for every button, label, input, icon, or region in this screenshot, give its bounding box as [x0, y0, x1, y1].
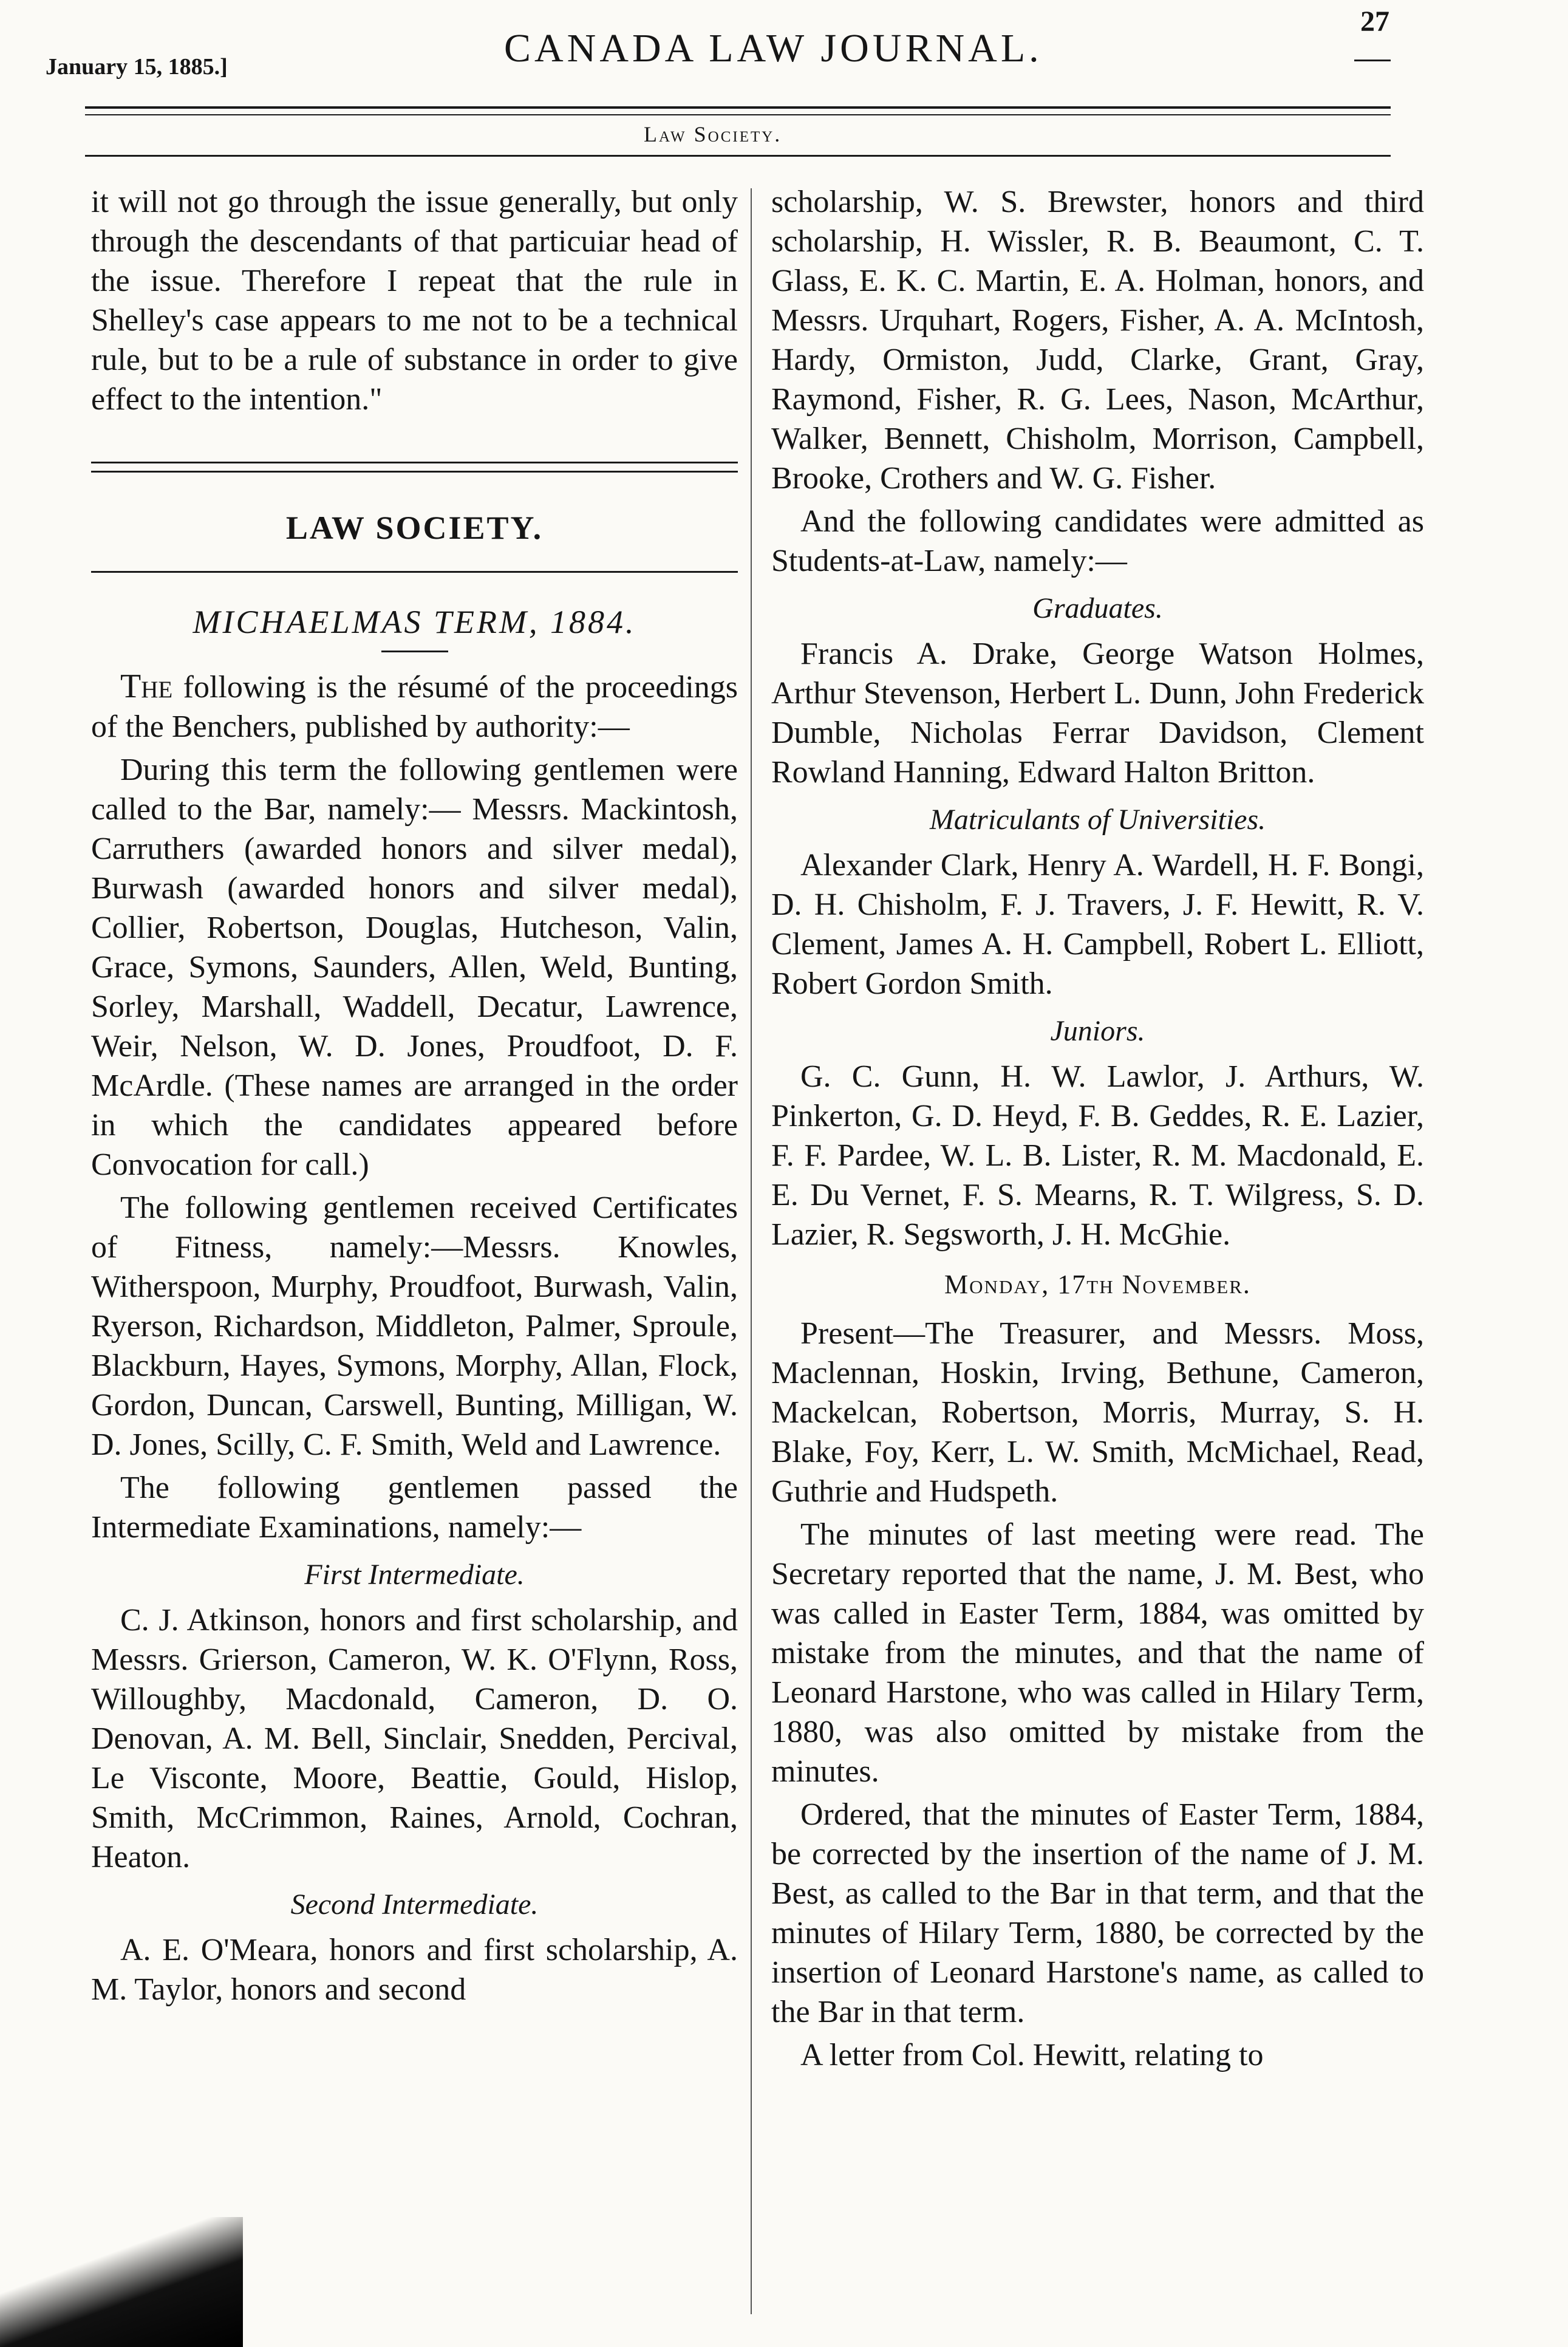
- fitness-paragraph: The following gentlemen received Certificates of Fitness, namely:—Messrs. Knowles, Witherspoon, Murphy, Proudfoot, Burwash, Valin, Ryerson, Richardson, Middleton, Palmer, Sproule, Blackburn, Hayes, Symons, Morphy, Allan, Flock, Gordon, Duncan, Carswell, Bunting, Milligan, W. D. Jones, Scilly, C. F. Smith, Weld and Lawrence.: [91, 1191, 738, 1462]
- column-divider: [751, 188, 752, 2314]
- second-intermediate-list: A. E. O'Meara, honors and first scholarship, A. M. Taylor, honors and second: [91, 1933, 738, 2007]
- header-rule-top: [85, 106, 1391, 109]
- section-running-head: Law Society.: [644, 122, 782, 146]
- term-heading: MICHAELMAS TERM, 1884.: [193, 604, 636, 640]
- header-rule-mid: [85, 114, 1391, 115]
- section-rule: [85, 155, 1391, 157]
- double-rule: [91, 462, 738, 473]
- graduates-list: Francis A. Drake, George Watson Holmes, Arthur Stevenson, Herbert L. Dunn, John Frederick Dumble, Nicholas Ferrar Davidson, Clement Rowland Hanning, Edward Halton Britton.: [771, 637, 1424, 790]
- intermediate-paragraph: The following gentlemen passed the Intermediate Examinations, namely:—: [91, 1471, 738, 1545]
- intro-paragraph: [91, 667, 738, 746]
- binding-shadow: [0, 2217, 243, 2347]
- called-paragraph: During this term the following gentlemen were called to the Bar, namely:— Messrs. Mackintosh, Carruthers (awarded honors and silver medal), Burwash (awarded honors and silver medal), Collier, Robertson, Douglas, Hutcheson, Valin, Grace, Symons, Saunders, Allen, Weld, Bunting, Sorley, Marshall, Waddell, Decatur, Lawrence, Weir, Nelson, W. D. Jones, Proudfoot, D. F. McArdle. (These names are arranged in the order in which the candidates appeared before Convocation for call.): [91, 753, 738, 1182]
- graduates-heading: Graduates.: [1032, 592, 1163, 624]
- second-intermediate-heading: Second Intermediate.: [290, 1888, 539, 1921]
- first-intermediate-heading: First Intermediate.: [304, 1559, 525, 1591]
- law-society-heading: LAW SOCIETY.: [285, 510, 544, 546]
- admitted-paragraph: And the following candidates were admitted as Students-at-Law, namely:—: [771, 504, 1424, 578]
- journal-title: CANADA LAW JOURNAL.: [504, 26, 1043, 70]
- letter-paragraph: A letter from Col. Hewitt, relating to: [800, 2038, 1264, 2072]
- juniors-heading: Juniors.: [1050, 1015, 1145, 1047]
- intro-text: following is the résumé of the proceedings of the Benchers, published by authority:—: [91, 670, 738, 744]
- present-paragraph: Present—The Treasurer, and Messrs. Moss, Maclennan, Hoskin, Irving, Bethune, Cameron, Mackelcan, Robertson, Morris, Murray, S. H. Blake, Foy, Kerr, L. W. Smith, McMichael, Read, Guthrie and Hudspeth.: [771, 1316, 1424, 1509]
- term-underline: [381, 651, 448, 652]
- minutes-paragraph: The minutes of last meeting were read. The Secretary reported that the name, J. M. Best, who was called in Easter Term, 1884, was omitted by mistake from the minutes, and that the name of Leonard Harstone, who was called in Hilary Term, 1880, was also omitted by mistake from the minutes.: [771, 1517, 1424, 1789]
- first-intermediate-list: C. J. Atkinson, honors and first scholarship, and Messrs. Grierson, Cameron, W. K. O'Flynn, Ross, Willoughby, Macdonald, Cameron, D. O. Denovan, A. M. Bell, Sinclair, Snedden, Percival, Le Visconte, Moore, Beattie, Gould, Hislop, Smith, McCrimmon, Raines, Arnold, Cochran, Heaton.: [91, 1603, 738, 1874]
- page-date: January 15, 1885.]: [46, 54, 228, 80]
- ordered-paragraph: Ordered, that the minutes of Easter Term, 1884, be corrected by the insertion of the name of J. M. Best, as called to the Bar in that term, and that the minutes of Hilary Term, 1880, be corrected by the insertion of Leonard Harstone's name, as called to the Bar in that term.: [771, 1797, 1424, 2029]
- left-column: [91, 182, 738, 2013]
- right-carryover-paragraph: scholarship, W. S. Brewster, honors and third scholarship, H. Wissler, R. B. Beaumont, C. T. Glass, E. K. C. Martin, E. A. Holman, honors, and Messrs. Urquhart, Rogers, Fisher, A. A. McIntosh, Hardy, Ormiston, Judd, Clarke, Grant, Gray, Raymond, Fisher, R. G. Lees, Nason, McArthur, Walker, Bennett, Chisholm, Morrison, Campbell, Brooke, Crothers and W. G. Fisher.: [771, 185, 1424, 496]
- heading-rule: [91, 571, 738, 573]
- monday-heading: Monday, 17th November.: [944, 1269, 1251, 1299]
- intro-first-word: The: [120, 668, 173, 705]
- carryover-paragraph: it will not go through the issue generally, but only through the descendants of that particuiar head of the issue. Therefore I repeat that the rule in Shelley's case appears to me not to be a technical rule, but to be a rule of substance in order to give effect to the intention.": [91, 185, 738, 417]
- page-number: 27: [1360, 5, 1389, 38]
- juniors-list: G. C. Gunn, H. W. Lawlor, J. Arthurs, W. Pinkerton, G. D. Heyd, F. B. Geddes, R. E. Lazier, F. F. Pardee, W. L. B. Lister, R. M. Macdonald, E. E. Du Vernet, F. S. Mearns, R. T. Wilgress, S. D. Lazier, R. Segsworth, J. H. McGhie.: [771, 1059, 1424, 1252]
- right-column: [771, 182, 1424, 2079]
- header-rule-short: [1354, 60, 1391, 61]
- matriculants-heading: Matriculants of Universities.: [929, 804, 1266, 836]
- matriculants-list: Alexander Clark, Henry A. Wardell, H. F. Bongi, D. H. Chisholm, F. J. Travers, J. F. Hewitt, R. V. Clement, James A. H. Campbell, Robert L. Elliott, Robert Gordon Smith.: [771, 848, 1424, 1001]
